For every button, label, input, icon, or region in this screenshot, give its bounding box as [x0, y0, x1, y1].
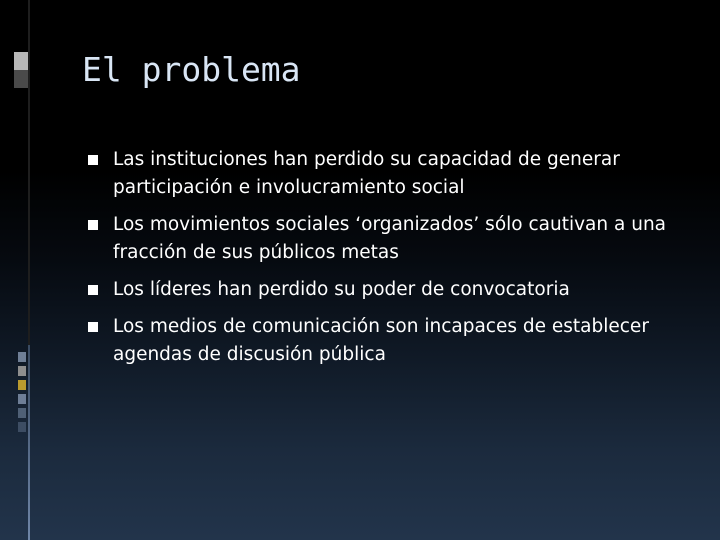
title-accent-upper: [14, 52, 28, 70]
bullet-item: [88, 211, 688, 267]
slide-title: El problema: [82, 50, 301, 89]
decorative-tick: [18, 394, 26, 404]
bullet-text: Los movimientos sociales ‘organizados’ sólo cautivan a una fracción de sus públicos metas: [113, 214, 667, 263]
decorative-tick: [18, 408, 26, 418]
square-bullet-icon: [88, 285, 98, 295]
bullet-item: [88, 146, 688, 202]
bullet-list: [88, 146, 688, 378]
square-bullet-icon: [88, 155, 98, 165]
decorative-tick: [18, 352, 26, 362]
bullet-text: Las instituciones han perdido su capacidad de generar participación e involucramiento social: [113, 149, 620, 198]
bullet-text: Los medios de comunicación son incapaces de establecer agendas de discusión pública: [113, 316, 649, 365]
decorative-tick-gold: [18, 380, 26, 390]
square-bullet-icon: [88, 220, 98, 230]
title-accent-lower: [14, 70, 28, 88]
bullet-item: [88, 313, 688, 369]
bullet-text: Los líderes han perdido su poder de convocatoria: [113, 279, 570, 300]
decorative-ticks: [18, 352, 28, 442]
bullet-item: [88, 276, 688, 304]
square-bullet-icon: [88, 322, 98, 332]
title-accent-mark: [14, 52, 28, 88]
decorative-tick: [18, 422, 26, 432]
left-vertical-rule-gradient: [28, 345, 30, 540]
decorative-tick: [18, 366, 26, 376]
